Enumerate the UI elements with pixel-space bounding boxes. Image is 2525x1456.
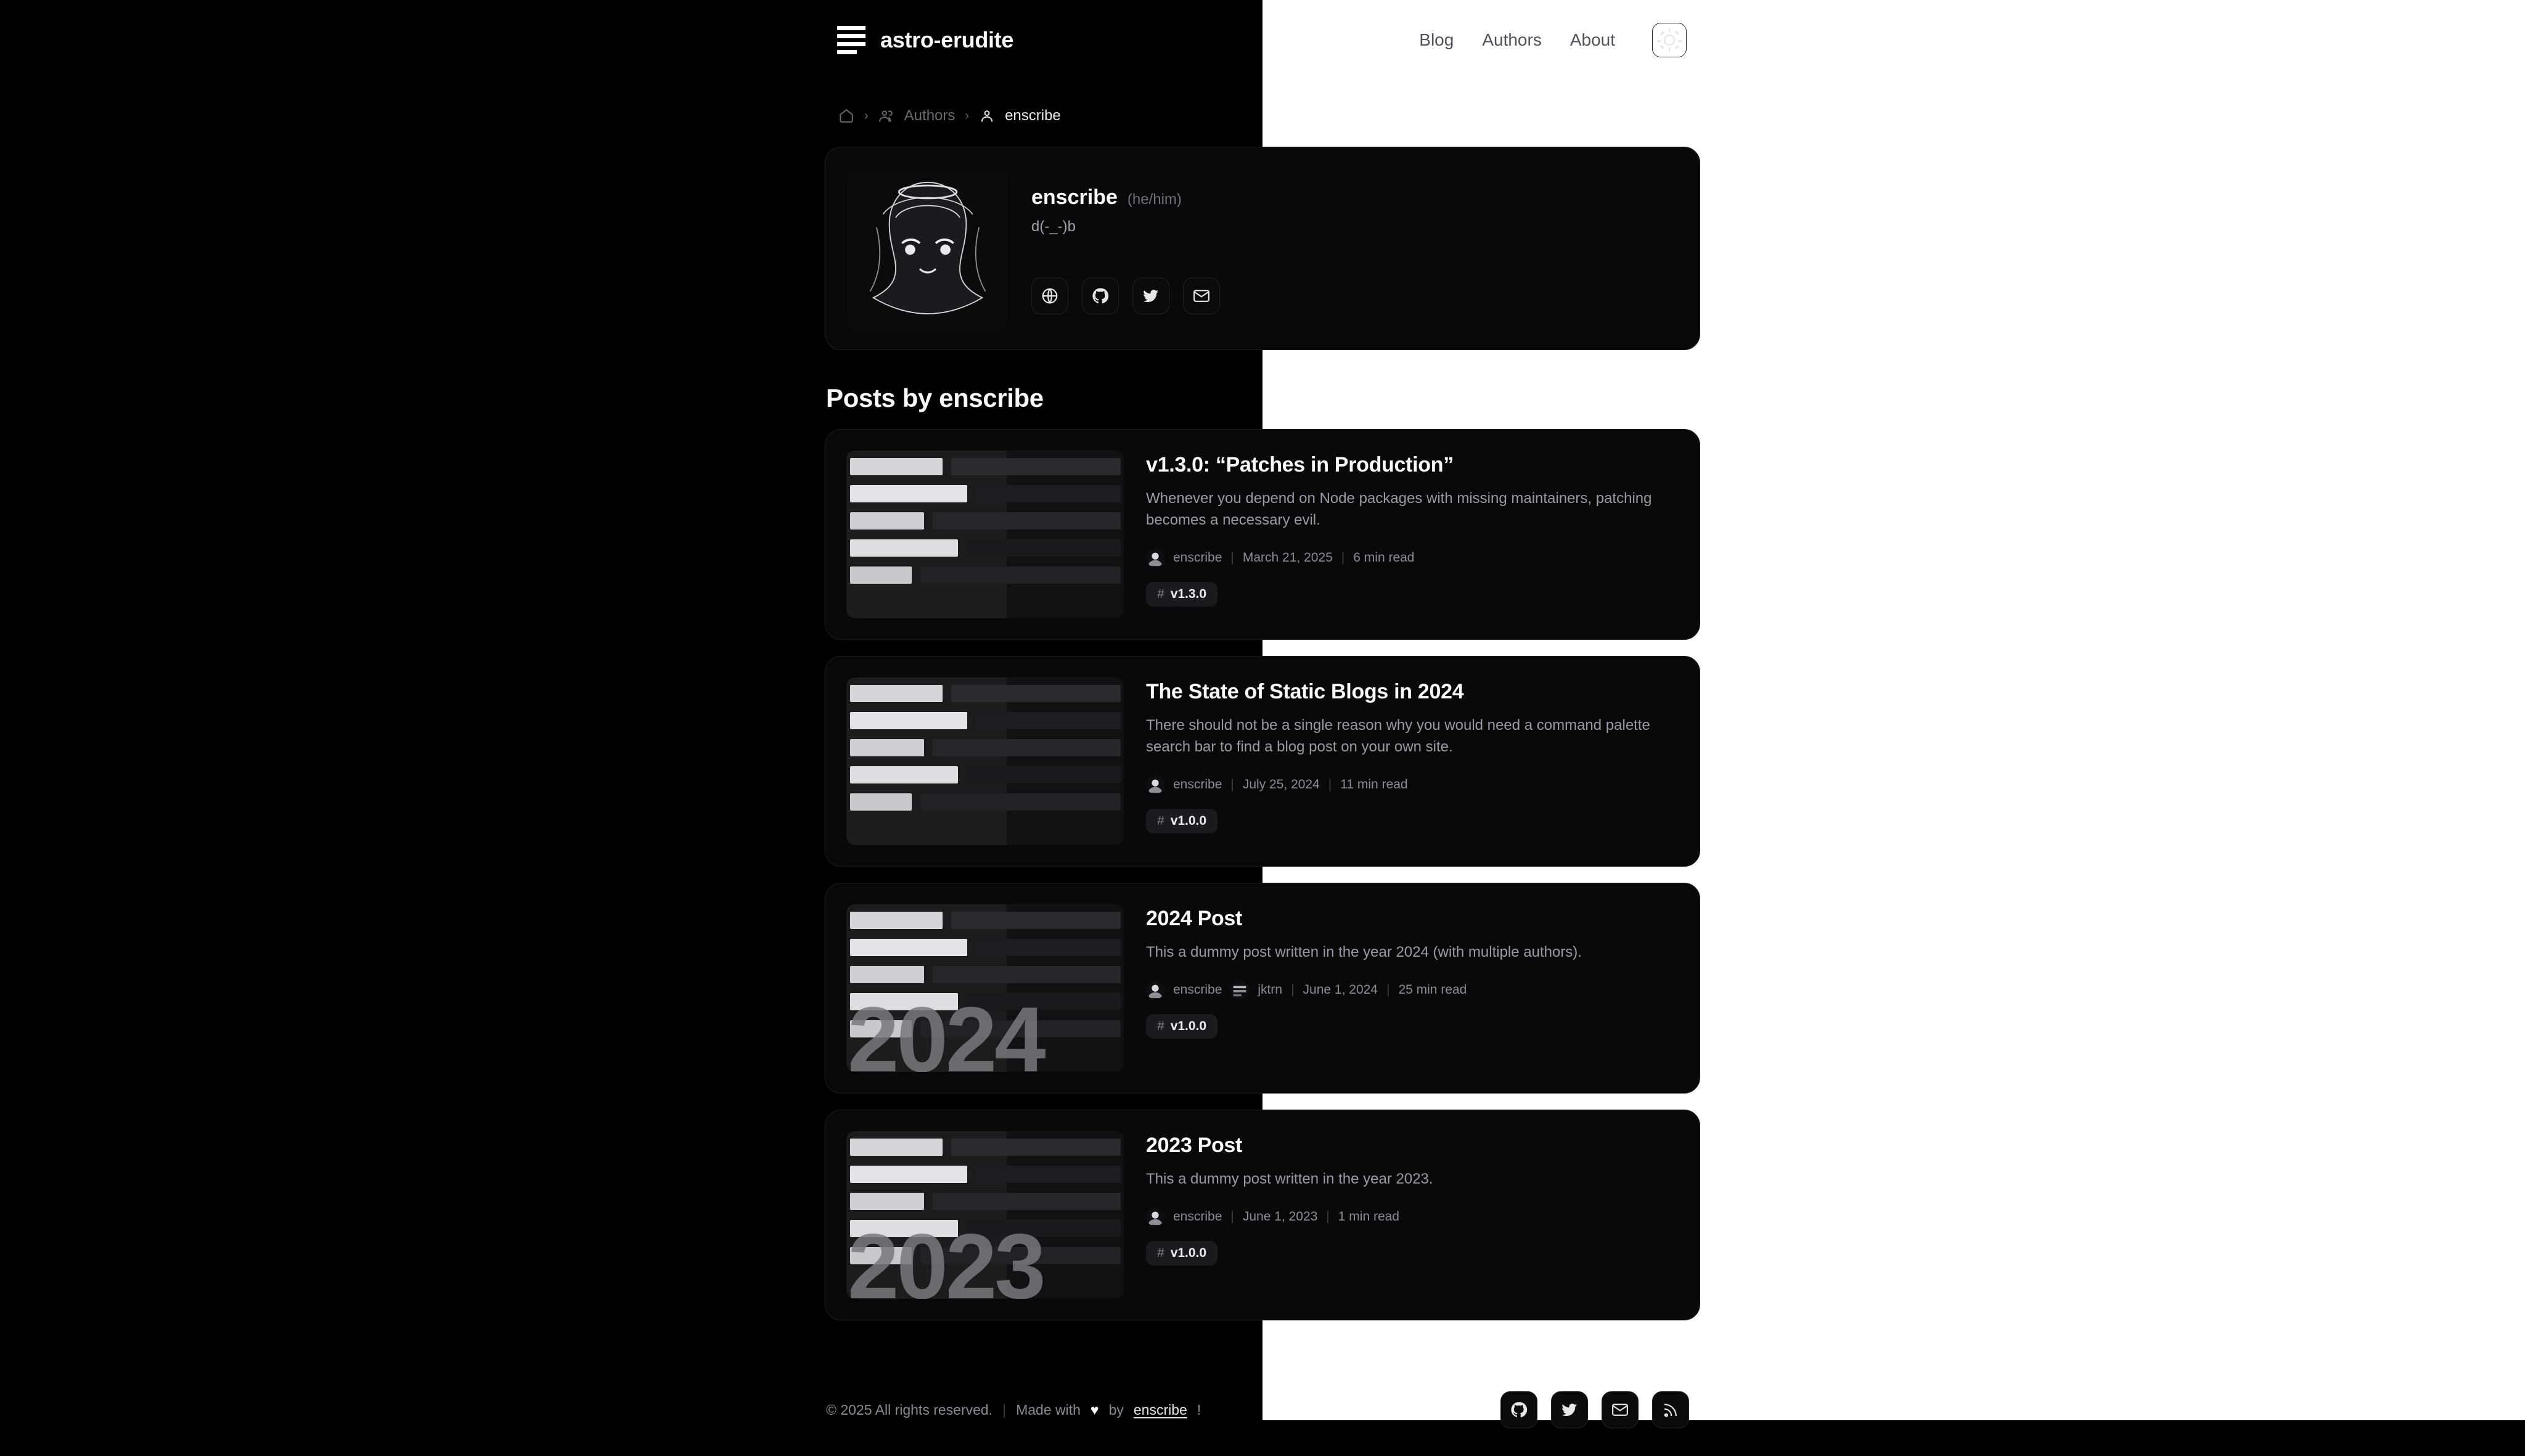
post-tag[interactable] [1146,809,1217,833]
post-title[interactable]: v1.3.0: “Patches in Production” [1146,453,1454,476]
post-thumbnail [846,677,1124,845]
post-card[interactable] [825,1110,1700,1320]
breadcrumb-authors-link[interactable]: Authors [904,107,956,124]
post-meta [1146,775,1679,794]
footer-social-row [1500,1391,1689,1428]
post-author[interactable]: enscribe [1173,777,1222,791]
post-thumbnail [846,1131,1124,1299]
post-tag-label: v1.0.0 [1170,1018,1207,1033]
post-read-time: 1 min read [1338,1209,1399,1224]
site-header [825,0,1700,80]
page-container [825,0,1700,1456]
post-author[interactable]: enscribe [1173,550,1222,565]
footer-mail-icon[interactable] [1602,1391,1639,1428]
post-tag[interactable] [1146,1241,1217,1266]
breadcrumb [838,107,1700,125]
author-card [825,147,1700,350]
breadcrumb-separator-2: › [965,108,970,123]
heart-icon: ♥ [1090,1401,1099,1418]
post-date: March 21, 2025 [1242,550,1333,565]
globe-icon[interactable] [1031,277,1068,314]
post-card[interactable] [825,656,1700,867]
post-author[interactable]: enscribe [1173,982,1222,997]
post-tag-label: v1.0.0 [1170,1245,1207,1260]
avatar [1230,981,1249,999]
post-thumbnail [846,451,1124,618]
nav-about[interactable]: About [1569,30,1615,49]
theme-toggle-button[interactable] [1652,23,1687,57]
post-description: Whenever you depend on Node packages with missing maintainers, patching becomes a necessary evil. [1146,490,1652,528]
author-avatar [848,170,1008,330]
thumbnail-year: 2024 [848,988,1044,1072]
hash-icon: # [1157,1018,1164,1033]
anime-avatar-icon [848,170,1008,330]
thumbnail-bars [846,677,1124,845]
meta-separator: | [1341,550,1345,565]
meta-separator: | [1230,777,1234,791]
post-meta [1146,981,1679,999]
author-name: enscribe [1031,186,1118,209]
mail-icon[interactable] [1183,277,1220,314]
post-description: This a dummy post written in the year 2023. [1146,1171,1433,1187]
post-meta [1146,549,1679,567]
post-read-time: 6 min read [1353,550,1415,565]
brand-name: astro-erudite [880,27,1014,52]
meta-separator: | [1230,550,1234,565]
post-read-time: 25 min read [1398,982,1467,997]
author-bio: d(-_-)b [1031,218,1076,235]
post-read-time: 11 min read [1340,777,1408,791]
thumbnail-bars [846,451,1124,618]
footer-separator: | [1002,1401,1007,1418]
footer-rss-icon[interactable] [1652,1391,1689,1428]
stacked-bars-logo-icon [837,25,867,55]
post-tag[interactable] [1146,1014,1217,1039]
page-title: Posts by enscribe [826,383,1044,412]
post-author[interactable]: enscribe [1173,1209,1222,1224]
footer-suffix: ! [1197,1401,1201,1418]
site-footer [825,1364,1700,1456]
post-author-2[interactable]: jktrn [1258,982,1283,997]
post-body [1146,677,1679,845]
author-pronouns: (he/him) [1127,191,1182,208]
footer-copyright: © 2025 All rights reserved. [826,1401,993,1418]
author-meta [1031,170,1220,314]
post-card[interactable] [825,429,1700,640]
breadcrumb-separator-1: › [864,108,869,123]
user-icon [979,108,995,124]
avatar [1146,981,1164,999]
users-icon [878,108,894,124]
post-card[interactable] [825,883,1700,1094]
brand-logo[interactable] [837,25,1013,55]
meta-separator: | [1230,1209,1234,1224]
hash-icon: # [1157,586,1164,601]
post-description: There should not be a single reason why you would need a command palette search bar to find a blog post on your own site. [1146,717,1650,755]
meta-separator: | [1328,777,1332,791]
post-tag-label: v1.3.0 [1170,586,1207,601]
hash-icon: # [1157,1245,1164,1260]
post-body [1146,451,1679,618]
post-meta [1146,1208,1679,1226]
twitter-icon[interactable] [1132,277,1169,314]
post-body [1146,904,1679,1072]
meta-separator: | [1291,982,1295,997]
author-name-row [1031,186,1220,210]
footer-by: by [1108,1401,1124,1418]
post-date: July 25, 2024 [1242,777,1320,791]
post-body [1146,1131,1679,1299]
author-social-row [1031,277,1220,314]
avatar [1146,1208,1164,1226]
post-date: June 1, 2023 [1242,1209,1318,1224]
meta-separator: | [1326,1209,1330,1224]
top-nav [1419,23,1687,57]
footer-github-icon[interactable] [1500,1391,1537,1428]
post-tag[interactable] [1146,582,1217,607]
footer-twitter-icon[interactable] [1551,1391,1588,1428]
post-thumbnail [846,904,1124,1072]
footer-author-link[interactable]: enscribe [1133,1401,1187,1418]
footer-made-with: Made with [1016,1401,1081,1418]
post-title[interactable]: 2024 Post [1146,907,1243,930]
post-date: June 1, 2024 [1303,982,1378,997]
post-title[interactable]: 2023 Post [1146,1134,1243,1157]
nav-blog[interactable]: Blog [1419,30,1454,49]
avatar [1146,775,1164,794]
home-icon[interactable] [838,108,854,124]
github-icon[interactable] [1082,277,1119,314]
sun-icon [1664,35,1675,46]
meta-separator: | [1386,982,1390,997]
footer-text [826,1402,1201,1418]
post-description: This a dummy post written in the year 2024 (with multiple authors). [1146,944,1582,960]
post-tag-label: v1.0.0 [1170,813,1207,828]
nav-authors[interactable]: Authors [1482,30,1542,49]
hash-icon: # [1157,813,1164,828]
avatar [1146,549,1164,567]
thumbnail-year: 2023 [848,1214,1044,1299]
post-title[interactable]: The State of Static Blogs in 2024 [1146,680,1464,703]
breadcrumb-current: enscribe [1005,107,1061,124]
